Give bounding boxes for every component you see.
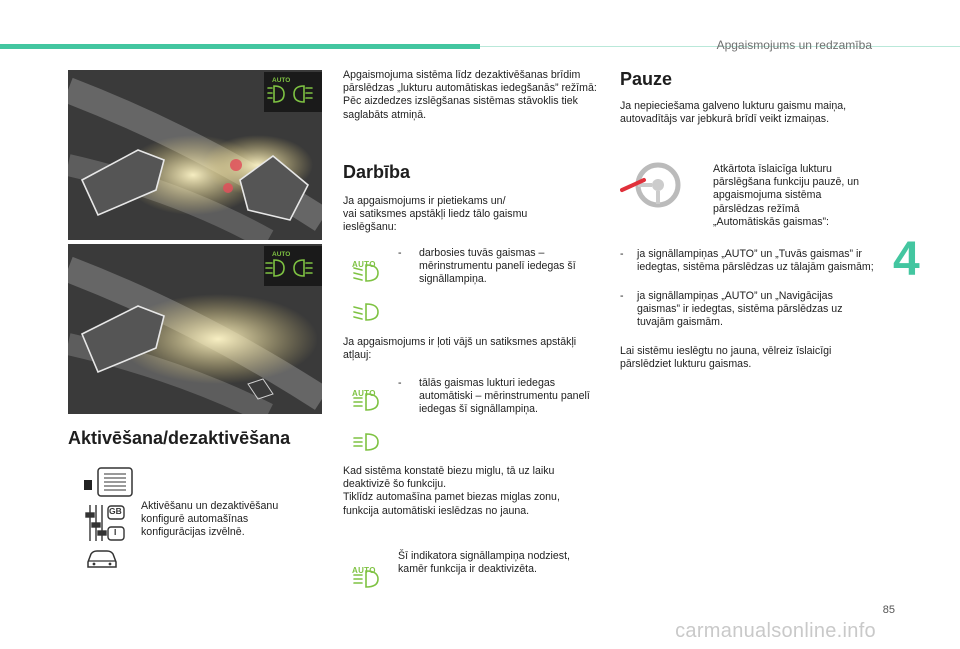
auto-label: AUTO	[352, 389, 376, 398]
steering-wheel-stalk-icon	[620, 160, 682, 215]
photo-dipped-beam-illustration	[68, 70, 322, 240]
header-accent-bar	[0, 44, 480, 49]
pause-p3: Lai sistēmu ieslēgtu no jauna, vēlreiz īslaicīgi pārslēdziet lukturu gaismas.	[620, 345, 832, 371]
high-beam-indicator	[352, 432, 384, 457]
svg-text:AUTO: AUTO	[272, 77, 291, 84]
high-beam-icon	[352, 392, 384, 412]
pause-p2: Atkārtota īslaicīga lukturu pārslēgšana funkciju pauzē, un apgaismojuma sistēma pārslēdzas režīmā „Automātiskās gaismas”:	[713, 163, 860, 228]
section-heading-operation: Darbība	[343, 162, 411, 182]
bullet-dash: -	[398, 247, 402, 259]
pause-p1: Ja nepieciešama galveno lukturu gaismu maiņa, autovadītājs var jebkurā brīdī veikt izmaiņas.	[620, 100, 847, 126]
watermark: carmanualsonline.info	[675, 620, 876, 642]
auto-label: AUTO	[352, 260, 376, 269]
auto-high-beam-indicator	[352, 383, 376, 401]
car-icon	[84, 548, 120, 575]
bullet-dash: -	[620, 248, 624, 260]
operation-bullet-high: tālās gaismas lukturi iedegas automātiski – mērinstrumentu panelī iedegas šī signāllampiņa.	[419, 377, 590, 416]
auto-dipped-beam-indicator	[352, 254, 376, 272]
page-number: 85	[882, 604, 895, 616]
i-label: I	[114, 527, 117, 537]
high-beam-icon	[352, 432, 384, 452]
photo-high-beam	[68, 244, 322, 414]
operation-p1: Ja apgaismojums ir pietiekams un/ vai satiksmes apstākļi liedz tālo gaismu ieslēgšanu:	[343, 195, 528, 234]
dipped-beam-icon	[352, 263, 384, 283]
bullet-dash: -	[398, 377, 402, 389]
section-heading-activation: Aktivēšana/dezaktivēšana	[68, 428, 291, 448]
photo-high-beam-illustration	[68, 244, 322, 414]
settings-sliders-icon	[84, 503, 132, 548]
pause-bullet-2: ja signāllampiņas „AUTO” un „Navigācijas gaismas” ir iedegtas, sistēma pārslēdzas uz tuvajām gaismām.	[637, 290, 843, 329]
svg-text:AUTO: AUTO	[272, 251, 291, 258]
pause-bullet-1: ja signāllampiņas „AUTO” un „Tuvās gaismas” ir iedegtas, sistēma pārslēdzas uz tālajām gaismām;	[637, 248, 874, 274]
operation-p3: Kad sistēma konstatē biezu miglu, tā uz laiku deaktivizē šo funkciju. Tiklīdz automašīna pamet biezas miglas zonu, funkcija automātiski ieslēdzas no jauna.	[343, 465, 560, 517]
photo-dipped-beam	[68, 70, 322, 240]
chapter-number: 4	[893, 233, 920, 286]
touchscreen-menu-icon	[84, 466, 134, 503]
auto-label: AUTO	[352, 566, 376, 575]
dipped-beam-indicator	[352, 302, 384, 327]
operation-p2: Ja apgaismojums ir ļoti vājš un satiksmes apstākļi atļauj:	[343, 336, 577, 362]
header-title: Apgaismojums un redzamība	[716, 38, 872, 52]
dipped-beam-icon	[352, 302, 384, 322]
auto-beam-icon	[352, 569, 384, 589]
intro-text: Apgaismojuma sistēma līdz dezaktivēšanas brīdim pārslēdzas „lukturu automātiskas iedegšanās” režīmā: Pēc aizdedzes izslēgšanas sistēmas stāvoklis tiek saglabāts atmiņā.	[343, 69, 597, 121]
bullet-dash: -	[620, 290, 624, 302]
operation-p4: Šī indikatora signāllampiņa nodziest, kamēr funkcija ir deaktivizēta.	[398, 550, 570, 576]
auto-indicator-off	[352, 560, 376, 578]
section-heading-pause: Pauze	[620, 69, 673, 89]
operation-bullet-dipped: darbosies tuvās gaismas – mērinstrumentu panelī iedegas šī signāllampiņa.	[419, 247, 576, 286]
gb-label: GB	[109, 506, 122, 516]
config-text: Aktivēšanu un dezaktivēšanu konfigurē automašīnas konfigurācijas izvēlnē.	[141, 500, 279, 539]
